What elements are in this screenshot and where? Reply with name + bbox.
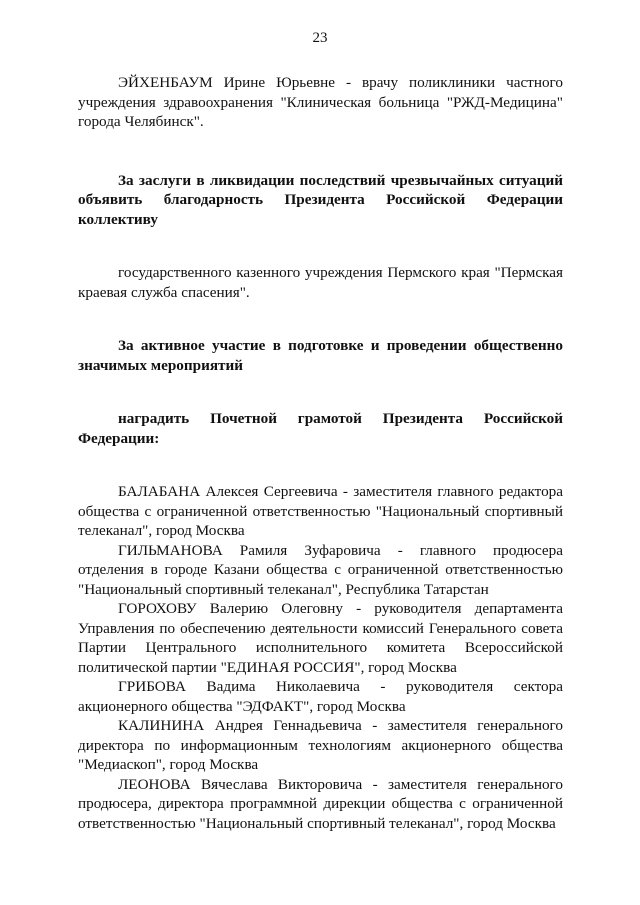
recipient-entry-balaban: БАЛАБАНА Алексея Сергеевича - заместителя главного редактора общества с ограниченной ответственностью "Национальный спортивный телеканал", город Москва — [78, 483, 563, 539]
gratitude-heading: За заслуги в ликвидации последствий чрезвычайных ситуаций объявить благодарность Президента Российской Федерации коллективу — [78, 171, 563, 228]
recipient-entry-gorokhova: ГОРОХОВУ Валерию Олеговну - руководителя департамента Управления по обеспечению деятельности комиссий Генерального совета Партии Центрального исполнительного комитета Всероссийской политической партии "ЕДИНАЯ РОССИЯ", город Москва — [78, 600, 563, 676]
recipient-entry-gilmanov: ГИЛЬМАНОВА Рамиля Зуфаровича - главного продюсера отделения в городе Казани общества с ограниченной ответственностью "Национальный спортивный телеканал", Республика Татарстан — [78, 541, 563, 598]
diploma-heading: За активное участие в подготовке и проведении общественно значимых мероприятий — [78, 337, 563, 374]
recipient-list — [78, 482, 563, 833]
recipient-entry-kalinin: КАЛИНИНА Андрея Геннадьевича - заместителя генерального директора по информационным технологиям акционерного общества "Медиаскоп", город Москва — [78, 717, 563, 773]
recipient-entry-gribov: ГРИБОВА Вадима Николаевича - руководителя сектора акционерного общества "ЭДФАКТ", город Москва — [78, 678, 563, 715]
page-number: 23 — [312, 30, 328, 46]
gratitude-recipient: государственного казенного учреждения Пермского края "Пермская краевая служба спасения". — [78, 264, 563, 301]
award-entry-eichenbaum: ЭЙХЕНБАУМ Ирине Юрьевне - врачу поликлиники частного учреждения здравоохранения "Клиническая больница "РЖД-Медицина" города Челябинск". — [78, 74, 563, 130]
document-body — [78, 73, 563, 833]
diploma-action: наградить Почетной грамотой Президента Российской Федерации: — [78, 410, 563, 447]
recipient-entry-leonov: ЛЕОНОВА Вячеслава Викторовича - заместителя генерального продюсера, директора программной дирекции общества с ограниченной ответственностью "Национальный спортивный телеканал", город Москва — [78, 775, 563, 832]
